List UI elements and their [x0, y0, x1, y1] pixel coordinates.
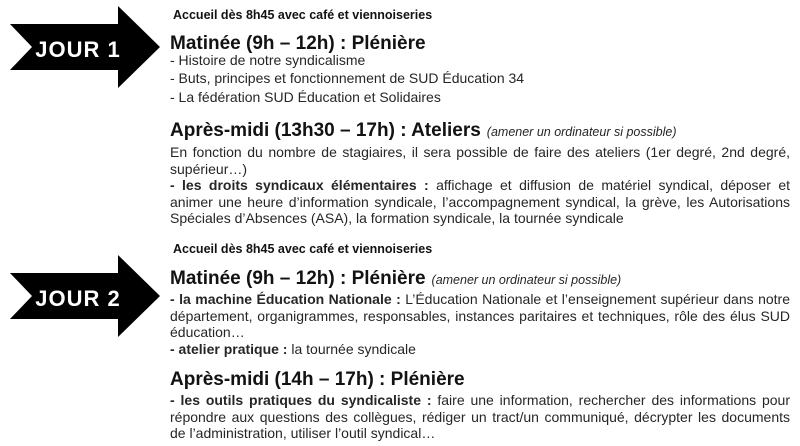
day2-afternoon-title-text: Après-midi (14h – 17h) : Plénière	[170, 369, 465, 390]
day1-afternoon-intro: En fonction du nombre de stagiaires, il sera possible de faire des ateliers (1er degré, 2nd degré, supérieur…)	[170, 144, 790, 177]
day2-label: JOUR 2	[35, 286, 121, 311]
topic-lead: - les droits syndicaux élémentaires :	[170, 177, 429, 194]
day2-afternoon-title	[170, 369, 790, 390]
topic-rest: L’Éducation Nationale et l’enseignement supérieur dans notre département, organigrammes, responsables, instances paritaires et techniques, rôle des élus SUD éducation…	[170, 291, 790, 341]
day1-afternoon-topic	[170, 177, 790, 227]
list-item: - Buts, principes et fonctionnement de SUD Éducation 34	[170, 70, 525, 87]
topic-rest: faire une information, rechercher des informations pour répondre aux questions des collègues, rédiger un tract/un communiqué, décrypter les documents de l’administration, utiliser l’outil syndical…	[170, 392, 790, 442]
day2-morning-title-text: Matinée (9h – 12h) : Plénière	[170, 268, 426, 289]
day2-welcome-line: Accueil dès 8h45 avec café et viennoiseries	[173, 242, 433, 256]
day2-morning-title	[170, 268, 790, 291]
list-item: - Histoire de notre syndicalisme	[170, 52, 366, 68]
day2-morning-body	[170, 291, 790, 357]
day2-arrow	[10, 255, 160, 337]
day2-afternoon-topic	[170, 392, 790, 442]
day1-morning-title-text: Matinée (9h – 12h) : Plénière	[170, 33, 426, 54]
day1-arrow	[10, 6, 160, 88]
list-item: - La fédération SUD Éducation et Solidaires	[170, 88, 441, 105]
topic-lead: - atelier pratique :	[170, 340, 288, 357]
laptop-note: (amener un ordinateur si possible)	[431, 273, 622, 287]
topic-rest: la tournée syndicale	[287, 340, 416, 357]
topic-lead: - la machine Éducation Nationale :	[170, 291, 401, 307]
day2-morning-topic1	[170, 291, 790, 341]
day1-morning-topics	[170, 51, 790, 106]
day1-welcome-line: Accueil dès 8h45 avec café et viennoiseries	[173, 8, 433, 22]
topic-lead: - les outils pratiques du syndicaliste :	[170, 392, 432, 408]
day2-afternoon-body	[170, 392, 790, 442]
day1-label: JOUR 1	[35, 37, 121, 62]
day1-afternoon-title	[170, 120, 790, 143]
day1-afternoon-body	[170, 144, 790, 227]
day1-afternoon-title-text: Après-midi (13h30 – 17h) : Ateliers	[170, 120, 481, 141]
day2-morning-topic2	[170, 341, 790, 358]
laptop-note: (amener un ordinateur si possible)	[486, 125, 677, 139]
topic-rest: affichage et diffusion de matériel syndical, déposer et animer une heure d’information syndicale, l’accompagnement syndical, la grève, les Autorisations Spéciales d’Absences (ASA), la formation syndicale, la tournée syndicale	[170, 177, 790, 227]
